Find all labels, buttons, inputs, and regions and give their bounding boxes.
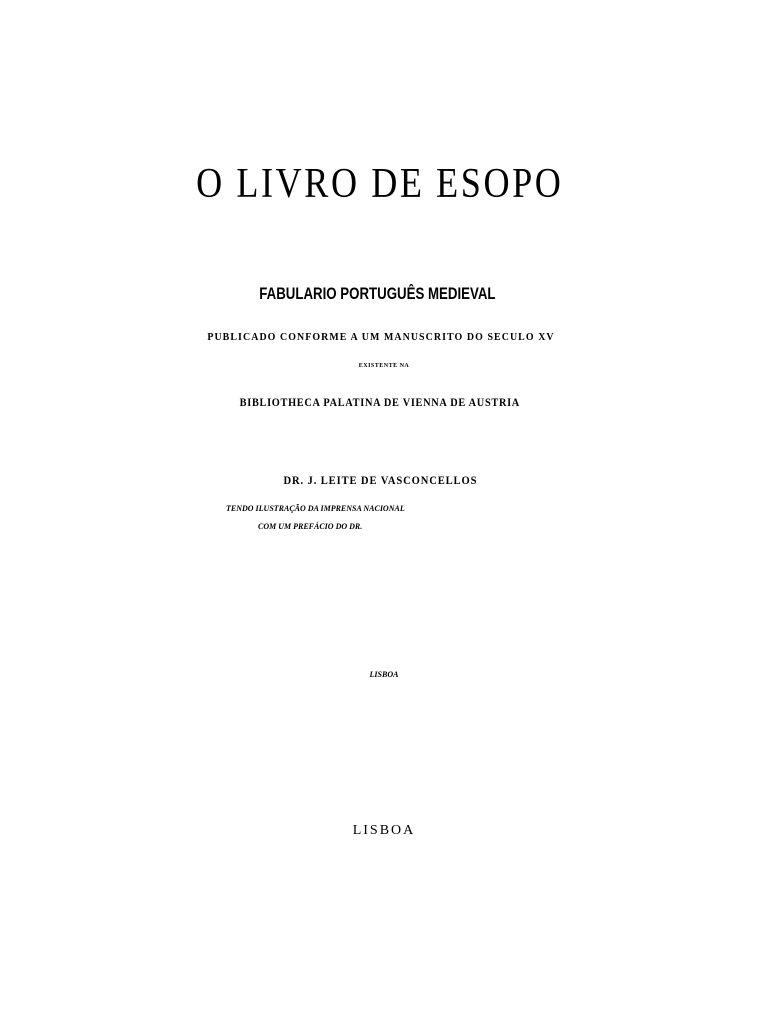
existing-note: EXISTENTE NA (358, 363, 410, 369)
publication-city: LISBOA (352, 823, 416, 838)
publication-note: PUBLICADO CONFORME A UM MANUSCRITO DO SECULO XV (207, 331, 555, 343)
publisher-mark: LISBOA (369, 670, 399, 679)
author-note-line-2: COM UM PREFÁCIO DO DR. (258, 522, 363, 531)
library-name: BIBLIOTHECA PALATINA DE VIENNA DE AUSTRIA (239, 395, 520, 409)
document-title: O LIVRO DE ESOPO (196, 161, 564, 207)
author-note-line-1: TENDO ILUSTRAÇÃO DA IMPRENSA NACIONAL (226, 504, 405, 513)
author-name: DR. J. LEITE DE VASCONCELLOS (283, 473, 478, 487)
document-subtitle: FABULARIO PORTUGUÊS MEDIEVAL (259, 284, 496, 303)
